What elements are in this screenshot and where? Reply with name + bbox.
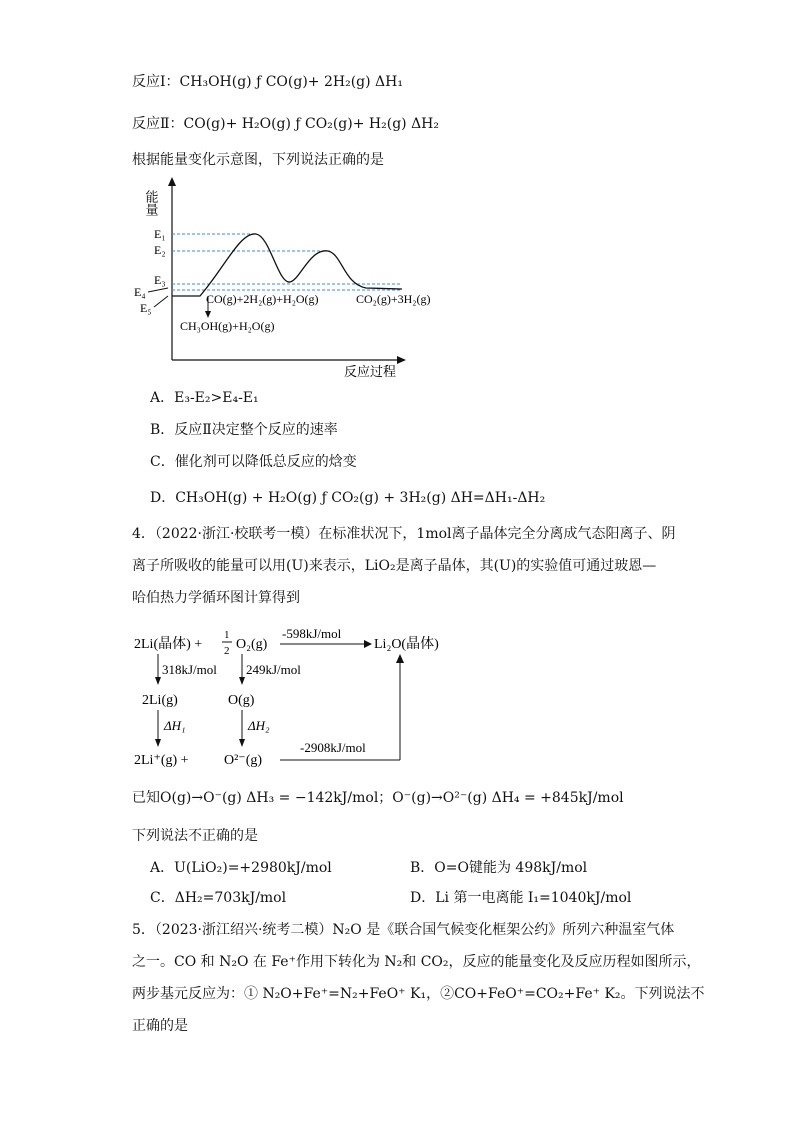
q4-stem-3: 哈伯热力学循环图计算得到 (132, 590, 300, 606)
bottom-arrow-value: -2908kJ/mol (300, 740, 366, 755)
q4-option-b: B．O=O键能为 498kJ/mol (410, 860, 588, 876)
energy-diagram (130, 172, 470, 382)
energy-curve (172, 234, 402, 296)
level-E3: E₃ (154, 273, 166, 287)
q3-stem: 根据能量变化示意图，下列说法正确的是 (132, 152, 384, 168)
y-axis-label: 能量 (142, 190, 158, 216)
q4-option-c: C．ΔH₂=703kJ/mol (150, 890, 287, 906)
reaction-2: 反应Ⅱ：CO(g)+ H₂O(g) ƒ CO₂(g)+ H₂(g) ΔH₂ (132, 116, 439, 132)
li-ion: 2Li⁺(g) + (134, 753, 189, 768)
q4-ask: 下列说法不正确的是 (132, 828, 258, 844)
dh2-label: ΔH₂ (248, 718, 270, 733)
li-gas: 2Li(g) (142, 693, 178, 708)
q5-stem-1: 5．（2023·浙江绍兴·统考二模）N₂O 是《联合国气候变化框架公约》所列六种温室气体 (132, 922, 675, 938)
q4-option-a: A．U(LiO₂)=+2980kJ/mol (150, 860, 332, 876)
q4-stem-2: 离子所吸收的能量可以用(U)来表示，LiO₂是离子晶体，其(U)的实验值可通过玻恩— (132, 558, 657, 574)
q5-stem-3: 两步基元反应为：① N₂O+Fe⁺=N₂+FeO⁺ K₁，②CO+FeO⁺=CO₂+Fe⁺ K₂。下列说法不 (132, 986, 705, 1002)
svg-text:1: 1 (224, 629, 230, 641)
q4-known: 已知O(g)→O⁻(g) ΔH₃ = −142kJ/mol；O⁻(g)→O²⁻(g) ΔH₄ = +845kJ/mol (132, 790, 624, 806)
q3-option-d: D．CH₃OH(g) + H₂O(g) ƒ CO₂(g) + 3H₂(g) ΔH=ΔH₁-ΔH₂ (150, 490, 546, 506)
q4-option-d: D．Li 第一电离能 I₁=1040kJ/mol (410, 890, 632, 906)
x-axis-label: 反应过程 (344, 365, 397, 380)
q5-stem-4: 正确的是 (132, 1018, 188, 1034)
q4-stem-1: 4．（2022·浙江·校联考一模）在标准状况下，1mol离子晶体完全分离成气态阳离子、阴 (132, 526, 676, 542)
reaction-1: 反应Ⅰ：CH₃OH(g) ƒ CO(g)+ 2H₂(g) ΔH₁ (132, 74, 403, 90)
level-E5: E₅ (140, 301, 152, 315)
q5-stem-2: 之一。CO 和 N₂O 在 Fe⁺作用下转化为 N₂和 CO₂，反应的能量变化及反应历程如图所示， (132, 954, 701, 970)
svg-text:2: 2 (224, 645, 230, 657)
label-product: CO₂(g)+3H₂(g) (356, 292, 431, 306)
li-crystal: 2Li(晶体) + (134, 637, 203, 652)
o-ion: O²⁻(g) (224, 753, 263, 768)
label-intermediate: CO(g)+2H₂(g)+H₂O(g) (206, 292, 319, 306)
v1-value: 318kJ/mol (162, 662, 217, 677)
level-E2: E₂ (154, 243, 166, 257)
born-haber-cycle (130, 620, 439, 770)
half-o2: O₂(g) (236, 637, 268, 652)
li2o-crystal: Li₂O(晶体) (374, 637, 439, 652)
q3-option-c: C．催化剂可以降低总反应的焓变 (150, 454, 357, 470)
q3-option-b: B．反应Ⅱ决定整个反应的速率 (150, 422, 338, 438)
o-gas: O(g) (228, 693, 255, 708)
level-E1: E₁ (154, 227, 166, 241)
label-reactant: CH₃OH(g)+H₂O(g) (180, 319, 275, 333)
top-arrow-value: -598kJ/mol (282, 626, 342, 641)
level-E4: E₄ (134, 285, 146, 299)
q3-option-a: A．E₃-E₂>E₄-E₁ (150, 390, 259, 406)
v2-value: 249kJ/mol (246, 662, 301, 677)
dh1-label: ΔH₁ (164, 718, 186, 733)
